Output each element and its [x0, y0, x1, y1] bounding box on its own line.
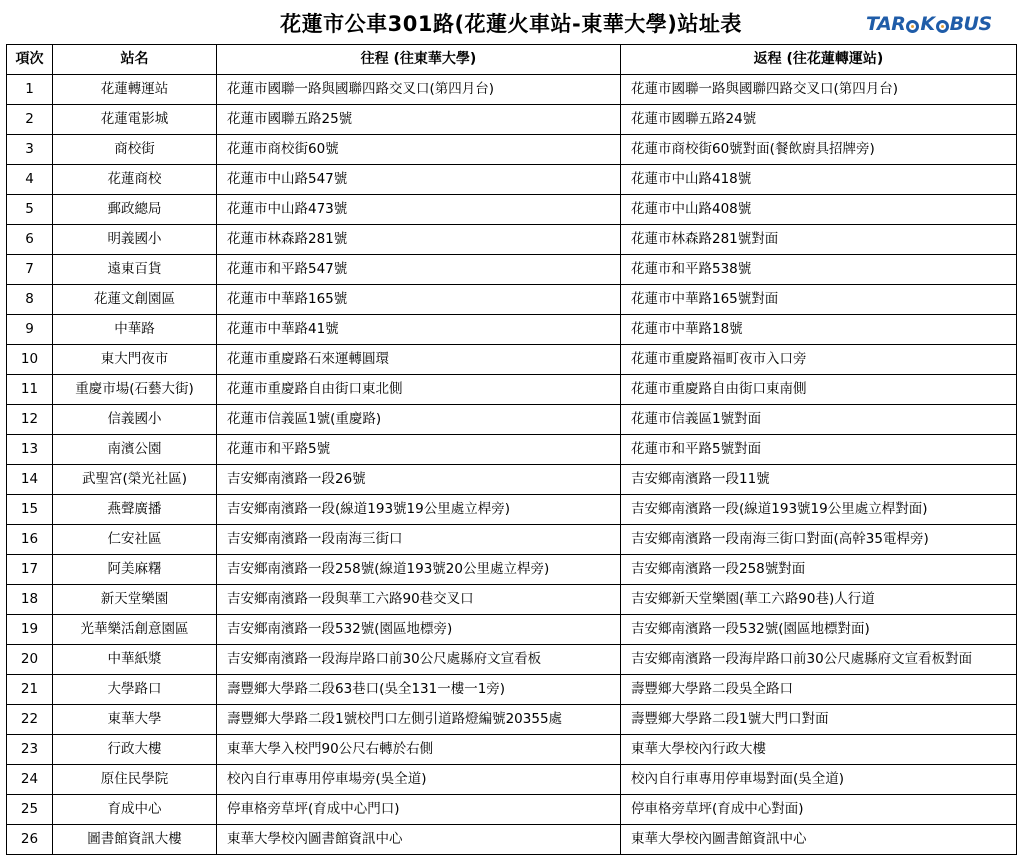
table-row [7, 285, 1017, 315]
return-address-cell: 花蓮市和平路5號對面 [621, 435, 1017, 465]
table-row [7, 555, 1017, 585]
outbound-address-cell: 花蓮市中山路473號 [217, 195, 621, 225]
row-index-cell: 23 [7, 735, 53, 765]
station-name-cell: 花蓮文創園區 [53, 285, 217, 315]
row-index-cell: 3 [7, 135, 53, 165]
return-address-cell: 東華大學校內行政大樓 [621, 735, 1017, 765]
table-row [7, 825, 1017, 855]
station-name-cell: 育成中心 [53, 795, 217, 825]
page-title: 花蓮市公車301路(花蓮火車站-東華大學)站址表 [280, 12, 742, 36]
table-row [7, 75, 1017, 105]
table-row [7, 375, 1017, 405]
return-address-cell: 吉安鄉南濱路一段海岸路口前30公尺處縣府文宣看板對面 [621, 645, 1017, 675]
table-row [7, 495, 1017, 525]
station-name-cell: 信義國小 [53, 405, 217, 435]
logo-text-bus: BUS [949, 13, 992, 35]
outbound-address-cell: 壽豐鄉大學路二段63巷口(吳全131一樓一1旁) [217, 675, 621, 705]
header-station-name: 站名 [53, 45, 217, 75]
station-name-cell: 阿美麻糬 [53, 555, 217, 585]
table-row [7, 735, 1017, 765]
table-row [7, 165, 1017, 195]
station-name-cell: 武聖宮(榮光社區) [53, 465, 217, 495]
row-index-cell: 1 [7, 75, 53, 105]
table-row [7, 675, 1017, 705]
return-address-cell: 花蓮市和平路538號 [621, 255, 1017, 285]
table-row [7, 405, 1017, 435]
outbound-address-cell: 壽豐鄉大學路二段1號校門口左側引道路燈編號20355處 [217, 705, 621, 735]
outbound-address-cell: 花蓮市中山路547號 [217, 165, 621, 195]
outbound-address-cell: 花蓮市中華路165號 [217, 285, 621, 315]
table-row [7, 435, 1017, 465]
row-index-cell: 22 [7, 705, 53, 735]
table-header-row [7, 45, 1017, 75]
outbound-address-cell: 校內自行車專用停車場旁(吳全道) [217, 765, 621, 795]
station-name-cell: 中華紙漿 [53, 645, 217, 675]
row-index-cell: 17 [7, 555, 53, 585]
return-address-cell: 花蓮市重慶路自由街口東南側 [621, 375, 1017, 405]
outbound-address-cell: 吉安鄉南濱路一段與華工六路90巷交叉口 [217, 585, 621, 615]
table-row [7, 705, 1017, 735]
table-row [7, 105, 1017, 135]
row-index-cell: 24 [7, 765, 53, 795]
station-name-cell: 花蓮商校 [53, 165, 217, 195]
station-name-cell: 重慶市場(石藝大街) [53, 375, 217, 405]
outbound-address-cell: 花蓮市重慶路石來運轉圓環 [217, 345, 621, 375]
return-address-cell: 花蓮市林森路281號對面 [621, 225, 1017, 255]
table-row [7, 195, 1017, 225]
return-address-cell: 壽豐鄉大學路二段1號大門口對面 [621, 705, 1017, 735]
station-name-cell: 原住民學院 [53, 765, 217, 795]
table-row [7, 225, 1017, 255]
tarokobus-logo [866, 9, 992, 39]
outbound-address-cell: 東華大學入校門90公尺右轉於右側 [217, 735, 621, 765]
header-return: 返程 (往花蓮轉運站) [621, 45, 1017, 75]
return-address-cell: 東華大學校內圖書館資訊中心 [621, 825, 1017, 855]
row-index-cell: 2 [7, 105, 53, 135]
return-address-cell: 花蓮市中華路165號對面 [621, 285, 1017, 315]
row-index-cell: 13 [7, 435, 53, 465]
table-row [7, 615, 1017, 645]
header-index: 項次 [7, 45, 53, 75]
station-name-cell: 仁安社區 [53, 525, 217, 555]
row-index-cell: 16 [7, 525, 53, 555]
station-name-cell: 南濱公園 [53, 435, 217, 465]
logo-text-tar: TAR [866, 13, 906, 35]
station-name-cell: 明義國小 [53, 225, 217, 255]
outbound-address-cell: 吉安鄉南濱路一段26號 [217, 465, 621, 495]
outbound-address-cell: 花蓮市中華路41號 [217, 315, 621, 345]
station-name-cell: 中華路 [53, 315, 217, 345]
return-address-cell: 校內自行車專用停車場對面(吳全道) [621, 765, 1017, 795]
row-index-cell: 5 [7, 195, 53, 225]
table-row [7, 795, 1017, 825]
return-address-cell: 吉安鄉南濱路一段南海三街口對面(高幹35電桿旁) [621, 525, 1017, 555]
header-outbound: 往程 (往東華大學) [217, 45, 621, 75]
outbound-address-cell: 花蓮市商校街60號 [217, 135, 621, 165]
station-name-cell: 圖書館資訊大樓 [53, 825, 217, 855]
row-index-cell: 9 [7, 315, 53, 345]
table-row [7, 525, 1017, 555]
row-index-cell: 4 [7, 165, 53, 195]
table-row [7, 255, 1017, 285]
station-name-cell: 花蓮轉運站 [53, 75, 217, 105]
row-index-cell: 14 [7, 465, 53, 495]
station-address-table [6, 44, 1017, 855]
row-index-cell: 11 [7, 375, 53, 405]
station-name-cell: 花蓮電影城 [53, 105, 217, 135]
return-address-cell: 停車格旁草坪(育成中心對面) [621, 795, 1017, 825]
station-name-cell: 行政大樓 [53, 735, 217, 765]
wheel-icon [906, 20, 919, 33]
return-address-cell: 吉安鄉南濱路一段(線道193號19公里處立桿對面) [621, 495, 1017, 525]
outbound-address-cell: 停車格旁草坪(育成中心門口) [217, 795, 621, 825]
outbound-address-cell: 花蓮市林森路281號 [217, 225, 621, 255]
station-name-cell: 遠東百貨 [53, 255, 217, 285]
outbound-address-cell: 吉安鄉南濱路一段南海三街口 [217, 525, 621, 555]
row-index-cell: 10 [7, 345, 53, 375]
table-row [7, 315, 1017, 345]
station-name-cell: 郵政總局 [53, 195, 217, 225]
table-row [7, 345, 1017, 375]
station-name-cell: 商校街 [53, 135, 217, 165]
station-name-cell: 光華樂活創意園區 [53, 615, 217, 645]
return-address-cell: 花蓮市中山路408號 [621, 195, 1017, 225]
row-index-cell: 12 [7, 405, 53, 435]
station-name-cell: 東大門夜市 [53, 345, 217, 375]
outbound-address-cell: 吉安鄉南濱路一段532號(園區地標旁) [217, 615, 621, 645]
return-address-cell: 花蓮市重慶路福町夜市入口旁 [621, 345, 1017, 375]
return-address-cell: 花蓮市國聯一路與國聯四路交叉口(第四月台) [621, 75, 1017, 105]
wheel-icon [936, 20, 949, 33]
row-index-cell: 21 [7, 675, 53, 705]
outbound-address-cell: 東華大學校內圖書館資訊中心 [217, 825, 621, 855]
outbound-address-cell: 花蓮市信義區1號(重慶路) [217, 405, 621, 435]
row-index-cell: 18 [7, 585, 53, 615]
outbound-address-cell: 吉安鄉南濱路一段258號(線道193號20公里處立桿旁) [217, 555, 621, 585]
logo-text-k: K [920, 13, 935, 35]
return-address-cell: 吉安鄉新天堂樂園(華工六路90巷)人行道 [621, 585, 1017, 615]
outbound-address-cell: 花蓮市和平路547號 [217, 255, 621, 285]
station-name-cell: 大學路口 [53, 675, 217, 705]
outbound-address-cell: 花蓮市國聯五路25號 [217, 105, 621, 135]
station-name-cell: 新天堂樂園 [53, 585, 217, 615]
return-address-cell: 花蓮市中山路418號 [621, 165, 1017, 195]
row-index-cell: 20 [7, 645, 53, 675]
row-index-cell: 8 [7, 285, 53, 315]
table-row [7, 135, 1017, 165]
return-address-cell: 吉安鄉南濱路一段11號 [621, 465, 1017, 495]
return-address-cell: 吉安鄉南濱路一段258號對面 [621, 555, 1017, 585]
station-name-cell: 東華大學 [53, 705, 217, 735]
table-row [7, 765, 1017, 795]
row-index-cell: 15 [7, 495, 53, 525]
outbound-address-cell: 吉安鄉南濱路一段(線道193號19公里處立桿旁) [217, 495, 621, 525]
return-address-cell: 花蓮市國聯五路24號 [621, 105, 1017, 135]
row-index-cell: 19 [7, 615, 53, 645]
outbound-address-cell: 花蓮市國聯一路與國聯四路交叉口(第四月台) [217, 75, 621, 105]
table-row [7, 465, 1017, 495]
row-index-cell: 7 [7, 255, 53, 285]
row-index-cell: 6 [7, 225, 53, 255]
outbound-address-cell: 花蓮市和平路5號 [217, 435, 621, 465]
outbound-address-cell: 吉安鄉南濱路一段海岸路口前30公尺處縣府文宣看板 [217, 645, 621, 675]
return-address-cell: 花蓮市信義區1號對面 [621, 405, 1017, 435]
row-index-cell: 26 [7, 825, 53, 855]
row-index-cell: 25 [7, 795, 53, 825]
return-address-cell: 花蓮市商校街60號對面(餐飲廚具招牌旁) [621, 135, 1017, 165]
return-address-cell: 吉安鄉南濱路一段532號(園區地標對面) [621, 615, 1017, 645]
outbound-address-cell: 花蓮市重慶路自由街口東北側 [217, 375, 621, 405]
station-name-cell: 燕聲廣播 [53, 495, 217, 525]
return-address-cell: 壽豐鄉大學路二段吳全路口 [621, 675, 1017, 705]
table-row [7, 645, 1017, 675]
return-address-cell: 花蓮市中華路18號 [621, 315, 1017, 345]
table-row [7, 585, 1017, 615]
